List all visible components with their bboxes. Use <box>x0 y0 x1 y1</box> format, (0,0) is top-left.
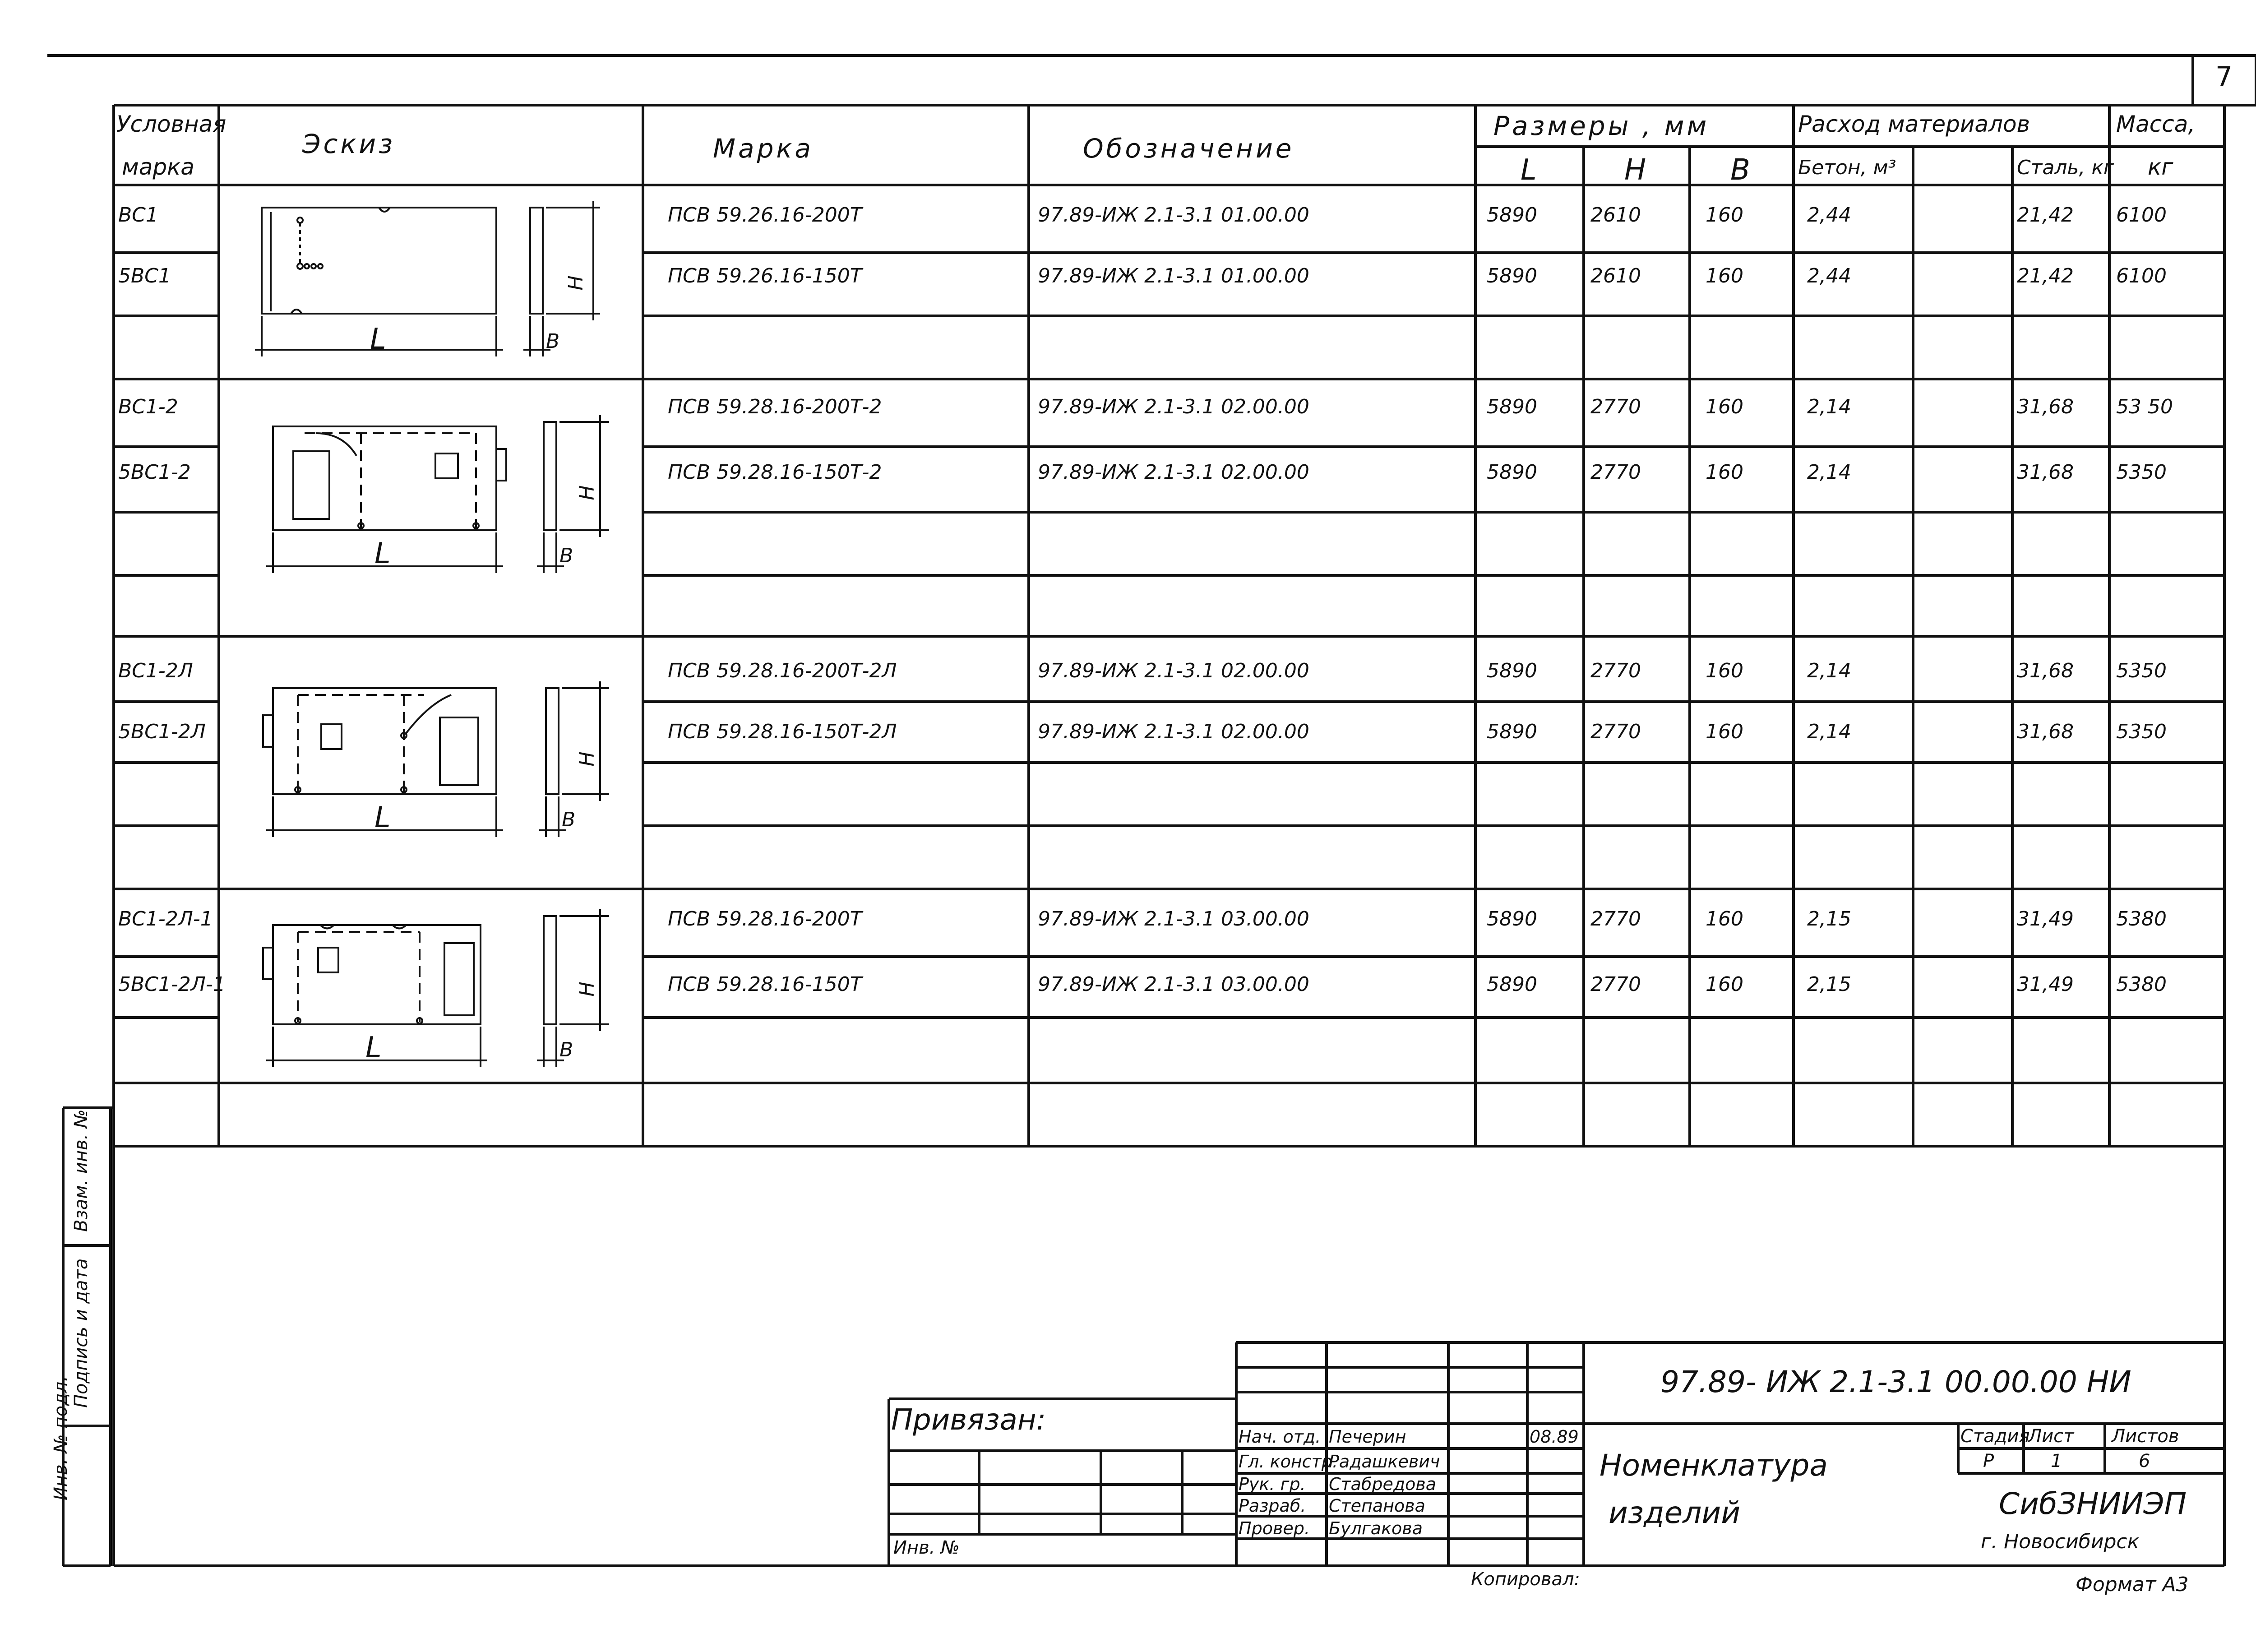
org-city: г. Новосибирск <box>1981 1530 2140 1553</box>
list-value: 1 <box>2051 1451 2062 1472</box>
cell-H: 2770 <box>1590 461 1641 484</box>
header-eskiz: Эскиз <box>302 129 395 159</box>
cell-H: 2770 <box>1590 720 1641 743</box>
cell-beton: 2,15 <box>1807 973 1851 996</box>
header-razmery-l: L <box>1521 153 1537 187</box>
header-razmery-h: H <box>1624 153 1646 187</box>
listov-label: Листов <box>2112 1426 2179 1447</box>
sketch4-label-l: L <box>365 1031 382 1064</box>
cell-marka: ПСВ 59.28.16-200Т <box>668 907 862 930</box>
cell-H: 2770 <box>1590 659 1641 682</box>
header-razmery: Размеры , мм <box>1493 111 1710 141</box>
cell-um: ВС1-2 <box>118 395 178 418</box>
cell-L: 5890 <box>1487 461 1537 484</box>
header-razmery-b: B <box>1730 153 1750 187</box>
cell-beton: 2,14 <box>1807 395 1851 418</box>
staff-name: Булгакова <box>1329 1518 1423 1538</box>
header-massa-2: кг <box>2148 154 2173 180</box>
staff-role: Гл. констр. <box>1239 1452 1338 1472</box>
cell-beton: 2,14 <box>1807 720 1851 743</box>
cell-oboz: 97.89-ИЖ 2.1-3.1 03.00.00 <box>1038 973 1309 996</box>
cell-B: 160 <box>1706 204 1743 227</box>
cell-B: 160 <box>1706 461 1743 484</box>
cell-L: 5890 <box>1487 264 1537 287</box>
sheet-number: 7 <box>2215 61 2233 93</box>
cell-L: 5890 <box>1487 204 1537 227</box>
cell-H: 2610 <box>1590 264 1641 287</box>
cell-massa: 53 50 <box>2116 395 2173 418</box>
cell-stal: 31,68 <box>2017 720 2074 743</box>
cell-um: 5ВС1 <box>118 264 171 287</box>
cell-marka: ПСВ 59.26.16-200Т <box>668 204 862 227</box>
cell-um: ВС1 <box>118 204 158 227</box>
sketch4-label-h: H <box>575 981 599 997</box>
cell-marka: ПСВ 59.26.16-150Т <box>668 264 862 287</box>
header-marka: Марка <box>713 133 814 164</box>
list-label: Лист <box>2028 1426 2074 1447</box>
cell-massa: 6100 <box>2116 204 2167 227</box>
cell-um: 5ВС1-2Л-1 <box>118 973 226 996</box>
cell-marka: ПСВ 59.28.16-150Т <box>668 973 862 996</box>
sketch4-label-b: B <box>559 1038 573 1061</box>
cell-B: 160 <box>1706 395 1743 418</box>
header-stal: Сталь, кг <box>2017 156 2114 179</box>
staff-name: Степанова <box>1329 1496 1425 1516</box>
cell-marka: ПСВ 59.28.16-200Т-2Л <box>668 659 897 682</box>
header-uslovnaya-1: Условная <box>116 111 227 137</box>
staff-role: Разраб. <box>1239 1496 1306 1516</box>
cell-H: 2770 <box>1590 973 1641 996</box>
stamp-podpis-data: Подпись и дата <box>71 1258 92 1408</box>
cell-stal: 31,68 <box>2017 395 2074 418</box>
stadiya-value: Р <box>1983 1451 1994 1472</box>
cell-beton: 2,44 <box>1807 264 1851 287</box>
cell-marka: ПСВ 59.28.16-150Т-2Л <box>668 720 897 743</box>
title-line-1: Номенклатура <box>1600 1448 1828 1483</box>
sketch1-label-l: L <box>370 323 386 356</box>
cell-marka: ПСВ 59.28.16-200Т-2 <box>668 395 882 418</box>
cell-massa: 5350 <box>2116 720 2167 743</box>
cell-massa: 5380 <box>2116 907 2167 930</box>
cell-um: ВС1-2Л-1 <box>118 907 213 930</box>
cell-oboz: 97.89-ИЖ 2.1-3.1 02.00.00 <box>1038 720 1309 743</box>
cell-um: 5ВС1-2Л <box>118 720 206 743</box>
cell-H: 2770 <box>1590 907 1641 930</box>
inv-no-label: Инв. № <box>893 1537 960 1558</box>
staff-date: 08.89 <box>1530 1427 1579 1447</box>
kopiroval-label: Копировал: <box>1471 1569 1581 1590</box>
stamp-vzam-inv: Взам. инв. № <box>71 1109 92 1232</box>
cell-L: 5890 <box>1487 720 1537 743</box>
cell-oboz: 97.89-ИЖ 2.1-3.1 03.00.00 <box>1038 907 1309 930</box>
cell-massa: 5380 <box>2116 973 2167 996</box>
stadiya-label: Стадия <box>1960 1426 2030 1447</box>
cell-beton: 2,15 <box>1807 907 1851 930</box>
staff-role: Провер. <box>1239 1518 1310 1538</box>
cell-um: 5ВС1-2 <box>118 461 191 484</box>
cell-L: 5890 <box>1487 395 1537 418</box>
header-massa-1: Масса, <box>2116 111 2196 137</box>
cell-beton: 2,44 <box>1807 204 1851 227</box>
sketch2-label-l: L <box>374 537 391 570</box>
sketch3-label-l: L <box>374 801 391 834</box>
cell-B: 160 <box>1706 907 1743 930</box>
sketch-group-4 <box>263 909 609 1067</box>
stamp-inv-podl: Инв. № подл. <box>51 1376 71 1500</box>
staff-name: Печерин <box>1329 1427 1406 1447</box>
cell-oboz: 97.89-ИЖ 2.1-3.1 02.00.00 <box>1038 461 1309 484</box>
title-code: 97.89- ИЖ 2.1-3.1 00.00.00 НИ <box>1660 1365 2131 1399</box>
sketch-group-2 <box>266 415 609 573</box>
title-line-2: изделий <box>1609 1495 1741 1530</box>
header-raskhod: Расход материалов <box>1798 111 2030 137</box>
header-beton: Бетон, м³ <box>1798 156 1896 179</box>
sketch2-label-b: B <box>559 544 573 567</box>
cell-marka: ПСВ 59.28.16-150Т-2 <box>668 461 882 484</box>
cell-stal: 31,68 <box>2017 461 2074 484</box>
cell-oboz: 97.89-ИЖ 2.1-3.1 01.00.00 <box>1038 264 1309 287</box>
org-name: СибЗНИИЭП <box>1999 1486 2187 1521</box>
sketch3-label-h: H <box>575 751 599 767</box>
cell-massa: 5350 <box>2116 659 2167 682</box>
cell-L: 5890 <box>1487 659 1537 682</box>
cell-B: 160 <box>1706 264 1743 287</box>
listov-value: 6 <box>2139 1451 2150 1472</box>
cell-beton: 2,14 <box>1807 461 1851 484</box>
staff-name: Стабредова <box>1329 1474 1437 1494</box>
cell-stal: 21,42 <box>2017 204 2074 227</box>
format-label: Формат А3 <box>2076 1573 2189 1596</box>
cell-L: 5890 <box>1487 907 1537 930</box>
cell-B: 160 <box>1706 973 1743 996</box>
cell-stal: 31,49 <box>2017 973 2074 996</box>
cell-H: 2770 <box>1590 395 1641 418</box>
cell-beton: 2,14 <box>1807 659 1851 682</box>
sketch1-label-b: B <box>546 330 560 353</box>
staff-name: Радашкевич <box>1329 1452 1440 1472</box>
cell-stal: 31,49 <box>2017 907 2074 930</box>
cell-stal: 21,42 <box>2017 264 2074 287</box>
privyazan-label: Привязан: <box>891 1403 1046 1437</box>
header-uslovnaya-2: марка <box>122 154 194 180</box>
header-oboznachenie: Обозначение <box>1083 133 1294 164</box>
staff-role: Нач. отд. <box>1239 1427 1321 1447</box>
cell-massa: 6100 <box>2116 264 2167 287</box>
cell-H: 2610 <box>1590 204 1641 227</box>
cell-B: 160 <box>1706 659 1743 682</box>
cell-oboz: 97.89-ИЖ 2.1-3.1 02.00.00 <box>1038 659 1309 682</box>
cell-um: ВС1-2Л <box>118 659 193 682</box>
cell-oboz: 97.89-ИЖ 2.1-3.1 02.00.00 <box>1038 395 1309 418</box>
sketch1-label-h: H <box>564 275 587 291</box>
cell-massa: 5350 <box>2116 461 2167 484</box>
sketch-group-3 <box>263 681 609 837</box>
staff-role: Рук. гр. <box>1239 1474 1306 1494</box>
cell-L: 5890 <box>1487 973 1537 996</box>
sketch2-label-h: H <box>575 485 599 500</box>
cell-stal: 31,68 <box>2017 659 2074 682</box>
cell-oboz: 97.89-ИЖ 2.1-3.1 01.00.00 <box>1038 204 1309 227</box>
sketch3-label-b: B <box>562 808 576 831</box>
cell-B: 160 <box>1706 720 1743 743</box>
